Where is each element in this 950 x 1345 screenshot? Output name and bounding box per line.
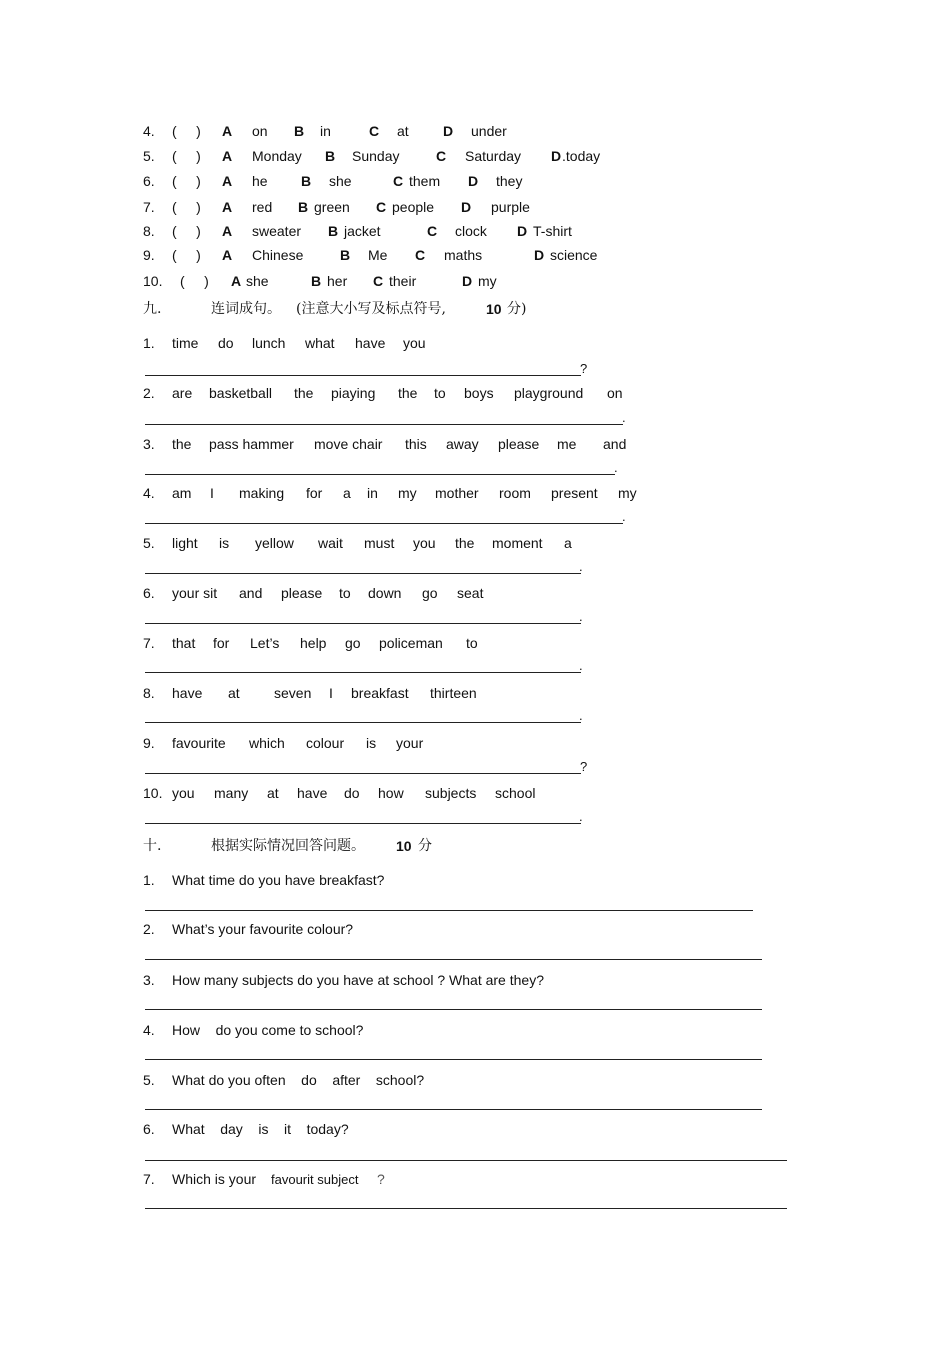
option-letter: D (534, 247, 545, 263)
option-text: .today (562, 148, 601, 164)
option-letter: D (468, 173, 479, 189)
answer-line[interactable] (145, 623, 581, 624)
option-text: in (320, 123, 331, 139)
option-letter: C (436, 148, 447, 164)
option-text: green (314, 199, 350, 215)
question-text-small: favourit subject (271, 1172, 359, 1187)
question-text: What’s your favourite colour? (172, 921, 354, 937)
end-punctuation: ? (580, 759, 588, 774)
question-mark: ? (377, 1171, 385, 1187)
mc-num: 8. (143, 223, 155, 239)
answer-line[interactable] (145, 573, 581, 574)
question-text: What time do you have breakfast? (172, 872, 385, 888)
answer-line[interactable] (145, 672, 581, 673)
word: your sit (172, 585, 218, 601)
option-letter: A (231, 273, 242, 289)
word: light (172, 535, 198, 551)
option-text: Monday (252, 148, 302, 164)
section-score-unit: 分 (418, 838, 432, 854)
option-text: my (478, 273, 497, 289)
word: playground (514, 385, 584, 401)
word: to (434, 385, 446, 401)
option-letter: D (517, 223, 528, 239)
word: is (219, 535, 230, 551)
word: basketball (209, 385, 273, 401)
word: breakfast (351, 685, 409, 701)
end-punctuation: ? (580, 361, 588, 376)
word: wait (318, 535, 343, 551)
answer-line[interactable] (145, 1009, 762, 1010)
item-number: 7. (143, 1171, 155, 1187)
word: that (172, 635, 196, 651)
item-number: 6. (143, 1121, 155, 1137)
option-letter: A (222, 123, 233, 139)
option-letter: B (301, 173, 312, 189)
answer-paren: ( ) (172, 173, 201, 189)
answer-paren: ( ) (172, 123, 201, 139)
option-text: red (252, 199, 273, 215)
word: are (172, 385, 193, 401)
question-text: Which is your (172, 1171, 257, 1187)
word: my (398, 485, 417, 501)
option-letter: B (328, 223, 339, 239)
word: you (413, 535, 436, 551)
end-punctuation: . (579, 559, 583, 574)
word: how (378, 785, 404, 801)
word: my (618, 485, 637, 501)
word: favourite (172, 735, 226, 751)
section-number: 十. (143, 838, 162, 854)
option-text: science (550, 247, 598, 263)
end-punctuation: . (579, 658, 583, 673)
word: do (344, 785, 360, 801)
item-number: 7. (143, 635, 155, 651)
word: piaying (331, 385, 376, 401)
question-text: What do you often do after school? (172, 1072, 425, 1088)
option-text: Chinese (252, 247, 304, 263)
word: policeman (379, 635, 443, 651)
option-letter: C (415, 247, 426, 263)
word: thirteen (430, 685, 477, 701)
answer-line[interactable] (145, 523, 623, 524)
word: have (172, 685, 203, 701)
option-letter: C (427, 223, 438, 239)
end-punctuation: . (622, 410, 626, 425)
answer-line[interactable] (145, 1208, 787, 1209)
option-letter: A (222, 148, 233, 164)
option-letter: D (461, 199, 472, 215)
option-letter: C (376, 199, 387, 215)
mc-num: 9. (143, 247, 155, 263)
word: a (343, 485, 351, 501)
word: school (495, 785, 536, 801)
option-text: them (409, 173, 441, 189)
answer-line[interactable] (145, 1160, 787, 1161)
answer-line[interactable] (145, 474, 615, 475)
word: and (603, 436, 627, 452)
answer-paren: ( ) (172, 247, 201, 263)
answer-line[interactable] (145, 424, 623, 425)
item-number: 10. (143, 785, 163, 801)
option-letter: A (222, 223, 233, 239)
word: what (305, 335, 335, 351)
item-number: 3. (143, 972, 155, 988)
word: a (564, 535, 572, 551)
end-punctuation: . (622, 509, 626, 524)
section-score-unit: 分) (507, 301, 527, 317)
answer-paren: ( ) (180, 273, 209, 289)
option-text: Me (368, 247, 388, 263)
word: moment (492, 535, 543, 551)
word: to (339, 585, 351, 601)
word: for (213, 635, 230, 651)
word: mother (435, 485, 479, 501)
item-number: 4. (143, 1022, 155, 1038)
word: and (239, 585, 263, 601)
word: seat (457, 585, 484, 601)
word: subjects (425, 785, 477, 801)
option-text: she (329, 173, 352, 189)
item-number: 9. (143, 735, 155, 751)
option-text: she (246, 273, 269, 289)
option-text: purple (491, 199, 530, 215)
word: I (210, 485, 214, 501)
item-number: 3. (143, 436, 155, 452)
word: this (405, 436, 427, 452)
answer-line[interactable] (145, 910, 753, 911)
word: time (172, 335, 199, 351)
option-letter: B (311, 273, 322, 289)
word: you (172, 785, 195, 801)
option-letter: A (222, 247, 233, 263)
item-number: 6. (143, 585, 155, 601)
section-score: 10 (486, 301, 502, 317)
option-letter: C (373, 273, 384, 289)
word: many (214, 785, 249, 801)
word: on (607, 385, 623, 401)
end-punctuation: . (579, 809, 583, 824)
section-title: 连词成句。 (211, 301, 281, 317)
option-text: their (389, 273, 417, 289)
answer-line[interactable] (145, 773, 581, 774)
end-punctuation: . (614, 460, 618, 475)
word: away (446, 436, 479, 452)
word: the (398, 385, 418, 401)
answer-paren: ( ) (172, 199, 201, 215)
option-letter: A (222, 173, 233, 189)
word: I (329, 685, 333, 701)
section-score: 10 (396, 838, 412, 854)
item-number: 2. (143, 921, 155, 937)
word: boys (464, 385, 494, 401)
word: is (366, 735, 377, 751)
item-number: 5. (143, 535, 155, 551)
word: to (466, 635, 478, 651)
answer-line[interactable] (145, 1109, 762, 1110)
section-note: (注意大小写及标点符号, (296, 301, 446, 317)
word: do (218, 335, 234, 351)
option-text: on (252, 123, 268, 139)
option-text: sweater (252, 223, 302, 239)
word: at (228, 685, 240, 701)
option-text: at (397, 123, 409, 139)
word: down (368, 585, 402, 601)
option-letter: A (222, 199, 233, 215)
item-number: 2. (143, 385, 155, 401)
answer-line[interactable] (145, 959, 762, 960)
word: you (403, 335, 426, 351)
option-text: Sunday (352, 148, 400, 164)
question-text: How do you come to school? (172, 1022, 364, 1038)
item-number: 5. (143, 1072, 155, 1088)
section-title: 根据实际情况回答问题。 (211, 838, 365, 854)
word: have (355, 335, 386, 351)
item-number: 4. (143, 485, 155, 501)
option-letter: B (294, 123, 305, 139)
word: the (172, 436, 192, 452)
option-letter: D (443, 123, 454, 139)
word: present (551, 485, 598, 501)
option-letter: C (393, 173, 404, 189)
word: the (455, 535, 475, 551)
option-letter: C (369, 123, 380, 139)
word: yellow (255, 535, 294, 551)
answer-paren: ( ) (172, 223, 201, 239)
word: go (345, 635, 361, 651)
option-letter: B (298, 199, 309, 215)
option-letter: B (340, 247, 351, 263)
option-text: people (392, 199, 435, 215)
word: lunch (252, 335, 286, 351)
word: colour (306, 735, 345, 751)
option-text: Saturday (465, 148, 522, 164)
word: for (306, 485, 323, 501)
item-number: 8. (143, 685, 155, 701)
mc-num: 6. (143, 173, 155, 189)
word: help (300, 635, 327, 651)
answer-line[interactable] (145, 1059, 762, 1060)
option-text: clock (455, 223, 487, 239)
option-text: he (252, 173, 268, 189)
option-text: T-shirt (533, 223, 572, 239)
option-text: they (496, 173, 523, 189)
option-letter: B (325, 148, 336, 164)
word: have (297, 785, 328, 801)
answer-paren: ( ) (172, 148, 201, 164)
word: Let’s (250, 635, 280, 651)
end-punctuation: . (579, 708, 583, 723)
word: in (367, 485, 378, 501)
section-number: 九. (143, 301, 162, 317)
end-punctuation: . (579, 609, 583, 624)
word: am (172, 485, 192, 501)
answer-line[interactable] (145, 823, 581, 824)
word: pass hammer (209, 436, 294, 452)
mc-num: 7. (143, 199, 155, 215)
word: must (364, 535, 395, 551)
question-text: How many subjects do you have at school ? What are they? (172, 972, 544, 988)
word: at (267, 785, 279, 801)
word: please (498, 436, 540, 452)
mc-num: 4. (143, 123, 155, 139)
word: go (422, 585, 438, 601)
word: please (281, 585, 323, 601)
option-text: jacket (344, 223, 381, 239)
mc-num: 10. (143, 273, 163, 289)
word: me (557, 436, 577, 452)
word: the (294, 385, 314, 401)
item-number: 1. (143, 872, 155, 888)
item-number: 1. (143, 335, 155, 351)
word: room (499, 485, 531, 501)
option-text: maths (444, 247, 483, 263)
word: your (396, 735, 424, 751)
option-letter: D (462, 273, 473, 289)
word: seven (274, 685, 312, 701)
option-letter: D (551, 148, 562, 164)
option-text: under (471, 123, 507, 139)
word: making (239, 485, 285, 501)
answer-line[interactable] (145, 375, 581, 376)
word: move chair (314, 436, 383, 452)
option-text: her (327, 273, 348, 289)
word: which (249, 735, 285, 751)
mc-num: 5. (143, 148, 155, 164)
answer-line[interactable] (145, 722, 581, 723)
question-text: What day is it today? (172, 1121, 349, 1137)
